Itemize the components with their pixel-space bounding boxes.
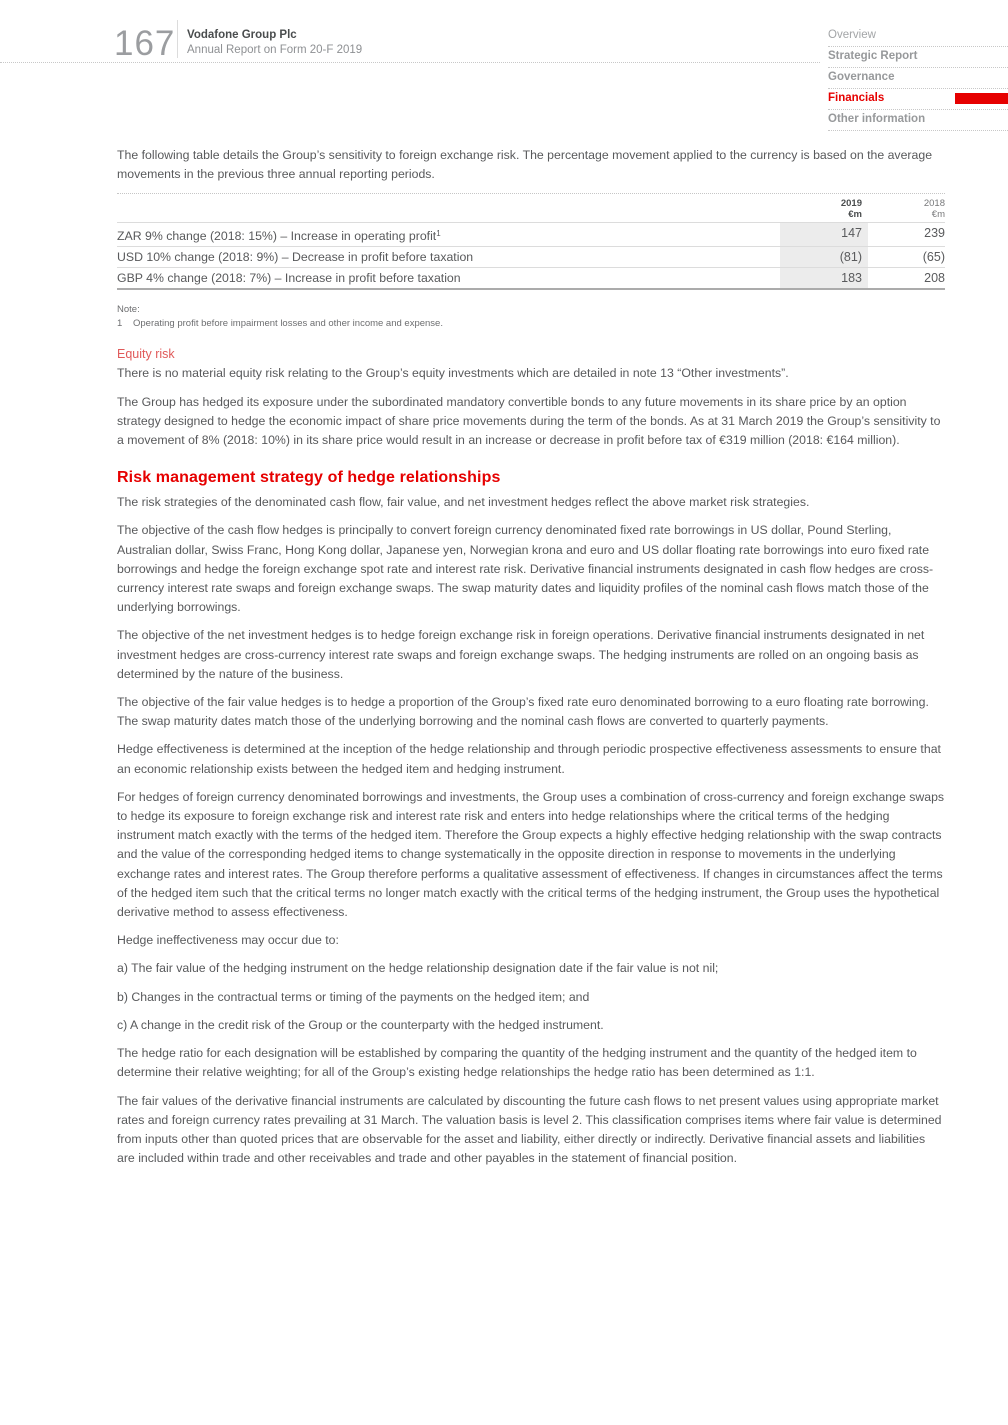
report-title: Annual Report on Form 20-F 2019 [187, 44, 363, 56]
table-header-2018: 2018 €m [923, 198, 945, 221]
table-row [117, 268, 945, 290]
ineffectiveness-item-c: c) A change in the credit risk of the Group or the counterparty with the hedged instrument. [117, 1017, 604, 1032]
header-divider [177, 20, 178, 58]
note-title: Note: [117, 304, 140, 316]
intro-paragraph: The following table details the Group’s sensitivity to foreign exchange risk. The percentage movement applied to the currency is based on the average movements in the previous three annual reporting periods. [117, 148, 933, 182]
note-item [117, 317, 945, 330]
ineffectiveness-item-a: a) The fair value of the hedging instrument on the hedge relationship designation date if the fair value is not nil; [117, 961, 719, 976]
fair-value-hedges-paragraph: The objective of the fair value hedges is to hedge a proportion of the Group’s fixed rate euro denominated borrowing to a euro floating rate borrowing. The swap maturity dates match those of the underlying borrowing and the nominal cash flows are converted to quarterly payments. [117, 695, 929, 729]
risk-management-heading: Risk management strategy of hedge relationships [117, 469, 501, 487]
nav-item-overview[interactable]: Overview [828, 26, 1008, 47]
net-investment-hedges-paragraph: The objective of the net investment hedges is to hedge foreign exchange risk in foreign operations. Derivative financial instruments designated in net investment hedges are cross-currency interest rate swaps and foreign exchange swaps. The hedging instruments are rolled on an ongoing basis as determined by the nature of the business. [117, 628, 925, 681]
nav-item-financials-label: Financials [828, 92, 885, 104]
table-row [117, 223, 945, 247]
hedge-ratio-paragraph: The hedge ratio for each designation will be established by comparing the quantity of the hedging instrument and the quantity of the hedged item to determine their relative weighting; for all of the Group’s existing hedge relationships the hedge ratio has been determined as 1:1. [117, 1046, 917, 1080]
hedge-effectiveness-paragraph: Hedge effectiveness is determined at the inception of the hedge relationship and through periodic prospective effectiveness assessments to ensure that an economic relationship exists between the hedged item and hedging instrument. [117, 742, 941, 776]
fair-values-paragraph: The fair values of the derivative financial instruments are calculated by discounting the future cash flows to net present values using appropriate market rates and foreign currency rates prevailing at 31 March. The valuation basis is level 2. This classification comprises items where fair value is determined from inputs other than quoted prices that are observable for the asset and liability, either directly or indirectly. Derivative financial assets and liabilities are included within trade and other receivables and trade and other payables in the statement of financial position. [117, 1093, 942, 1166]
note-number: 1 [117, 318, 123, 330]
value-2019: 183 [780, 268, 868, 288]
row-label: GBP 4% change (2018: 7%) – Increase in profit before taxation [117, 271, 461, 286]
nav-item-governance[interactable]: Governance [828, 68, 1008, 89]
value-2018: 208 [924, 271, 945, 286]
value-2018: (65) [922, 250, 945, 265]
nav-item-other-information[interactable]: Other information [828, 110, 1008, 131]
risk-strategies-paragraph: The risk strategies of the denominated cash flow, fair value, and net investment hedges reflect the above market risk strategies. [117, 495, 810, 510]
ineffectiveness-item-b: b) Changes in the contractual terms or timing of the payments on the hedged item; and [117, 989, 590, 1004]
critical-terms-paragraph: For hedges of foreign currency denominated borrowings and investments, the Group uses a combination of cross-currency and foreign exchange swaps to hedge its exposure to foreign exchange risk and interest rate risk and enters into hedge relationships where the critical terms of the hedging instrument match exactly with the terms of the hedged item. Therefore the Group expects a highly effective hedging relationship with the swap contracts and the value of the corresponding hedged items to change systematically in the opposite direction in response to movements in the underlying exchange rates and interest rates. The Group therefore performs a qualitative assessment of effectiveness. If changes in circumstances affect the terms of the hedged item such that the critical terms no longer match exactly with the critical terms of the hedging instrument, the Group uses the hypothetical derivative method to assess effectiveness. [117, 789, 945, 920]
row-label: USD 10% change (2018: 9%) – Decrease in profit before taxation [117, 250, 474, 265]
section-nav [828, 26, 1008, 131]
convertible-bonds-paragraph: The Group has hedged its exposure under the subordinated mandatory convertible bonds to any future movements in its share price by an option strategy designed to hedge the economic impact of share price movements during the term of the bonds. As at 31 March 2019 the Group’s sensitivity to a movement of 8% (2018: 10%) in its share price would result in an increase or decrease in profit before tax of €319 million (2018: €164 million). [117, 394, 941, 448]
nav-item-financials[interactable] [828, 89, 1008, 110]
note-text: Operating profit before impairment losses and other income and expense. [133, 318, 443, 330]
row-label: ZAR 9% change (2018: 15%) – Increase in operating profit$^1$ [117, 229, 441, 244]
value-2018: 239 [924, 226, 945, 241]
value-2019: 147 [780, 223, 868, 246]
main-content [117, 146, 945, 1177]
equity-risk-heading: Equity risk [117, 347, 175, 362]
page-number: 167 [114, 24, 176, 63]
table-header-2019: 2019 €m [840, 198, 862, 221]
value-2019: (81) [780, 247, 868, 267]
footnote-ref: 1 [436, 229, 441, 239]
header-rule [0, 62, 820, 63]
ineffectiveness-intro: Hedge ineffectiveness may occur due to: [117, 933, 339, 948]
table-note [117, 303, 945, 330]
active-section-bar [955, 93, 1008, 104]
brand-block [187, 28, 362, 58]
fx-sensitivity-table [117, 193, 945, 290]
equity-risk-paragraph: There is no material equity risk relating to the Group’s equity investments which are detailed in note 13 “Other investments”. [117, 366, 789, 381]
table-row [117, 247, 945, 268]
cash-flow-hedges-paragraph: The objective of the cash flow hedges is principally to convert foreign currency denominated fixed rate borrowings in US dollar, Pound Sterling, Australian dollar, Swiss Franc, Hong Kong dollar, Japanese yen, Norwegian krona and euro and US dollar floating rate borrowings into euro fixed rate borrowings and hedge the foreign exchange spot rate and interest rate risk. Derivative financial instruments designated in cash flow hedges are cross-currency interest rate swaps and foreign exchange swaps. The swap maturity dates and liquidity profiles of the nominal cash flows match those of the underlying borrowings. [117, 523, 934, 615]
nav-item-strategic-report[interactable]: Strategic Report [828, 47, 1008, 68]
table-header-row [117, 194, 945, 223]
company-name: Vodafone Group Plc [187, 29, 297, 41]
